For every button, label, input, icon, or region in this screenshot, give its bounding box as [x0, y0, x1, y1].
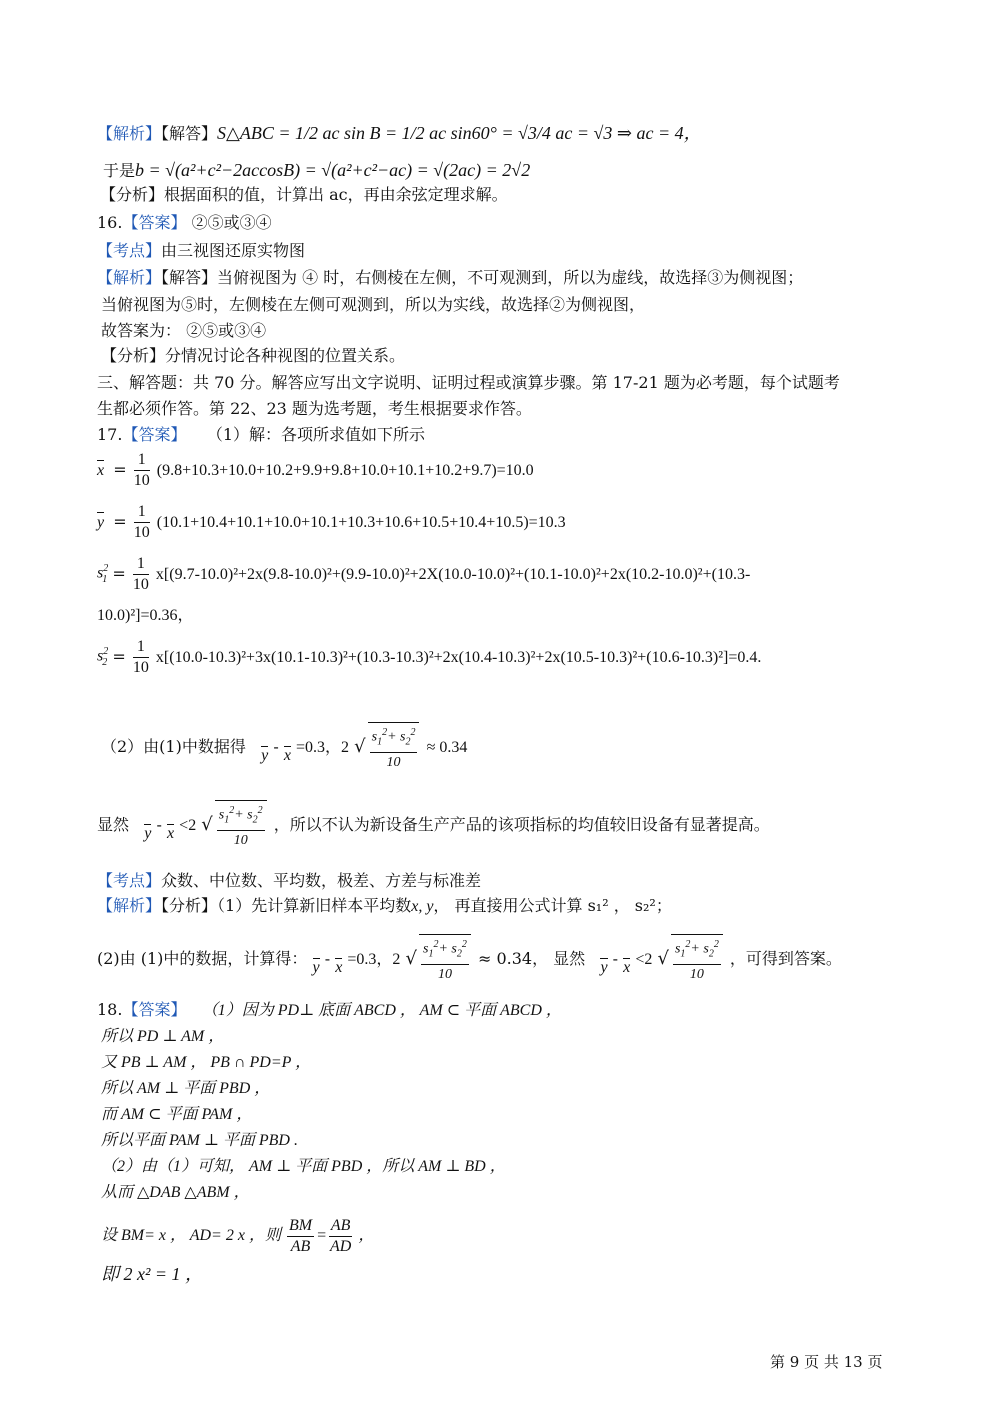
q15-b-prefix: 于是	[103, 161, 136, 180]
q17-kaodian-line	[97, 869, 481, 893]
ybar-symbol: y	[144, 825, 152, 843]
q15-area-formula: S△ABC = 1/2 ac sin B = 1/2 ac sin60° = √3/4 ac = √3 ⇒ ac = 4，	[217, 123, 702, 143]
q16-answer: ②⑤或③④	[191, 213, 272, 232]
tag-fenxi: 【分析】	[101, 346, 166, 365]
q15-b-formula: b = √(a²+c²−2accosB) = √(a²+c²−ac) = √(2ac) = 2√2	[135, 160, 531, 180]
q16-analysis: 分情况讨论各种视图的位置关系。	[165, 346, 406, 365]
ratio-bm-ab: $\frac{BM}{AB}$	[288, 1217, 313, 1255]
q17-fenxi-xy: x, y	[411, 898, 434, 915]
tag-kaodian: 【考点】	[97, 241, 162, 260]
ybar-symbol: y	[600, 959, 608, 977]
q17-fenxi-line-1	[97, 894, 672, 919]
tag-jieda: 【解答】	[161, 268, 218, 287]
xbar-symbol: x	[166, 825, 175, 843]
q17-fenxi-2a: (2)由 (1)中的数据，计算得：	[97, 949, 308, 969]
q17-ybar-expr: (10.1+10.4+10.1+10.0+10.1+10.3+10.6+10.5+10.4+10.5)=10.3	[156, 514, 566, 531]
tag-jiexi: 【解析】	[97, 896, 162, 915]
q18-num: 18.	[97, 1000, 123, 1019]
ratio-ab-ad: $\frac{AB}{AD}$	[329, 1217, 352, 1255]
q15-area-line	[97, 118, 702, 149]
q17-obviously: 显然	[97, 815, 130, 835]
q17-s2-expr: x[(10.0-10.3)²+3x(10.1-10.3)²+(10.3-10.3)²+2x(10.4-10.3)²+2x(10.5-10.3)²+(10.6-10.3)²]=0.4.	[155, 649, 762, 666]
q17-s1-expr-cont: 10.0)²]=0.36，	[97, 607, 194, 624]
q17-diff-result: =0.3，2	[296, 739, 350, 757]
q17-num: 17.	[97, 425, 123, 444]
q16-answer-line	[97, 211, 272, 235]
variance-fraction: $\frac{s_1^2+ s_2^2}{10}$	[671, 934, 723, 985]
page-footer: 第 9 页 共 13 页	[770, 1353, 883, 1371]
q16-jieda-line-1	[97, 266, 803, 290]
tag-jiexi: 【解析】	[97, 268, 162, 287]
ybar-symbol: y	[312, 959, 320, 977]
q17-fenxi-2d: ，可得到答案。	[729, 949, 842, 969]
q17-fenxi-line-2: (2)由 (1)中的数据，计算得： y - x =0.3，2 √ $\frac{s_1^2+ s_2^2}{10}$ ≈ 0.34， 显然 y - x <2 √ $\frac{s_1^2+ s_2^2}{10}$ ，可得到答案。	[97, 934, 842, 985]
q17-fenxi-1a: （1）先计算新旧样本平均数	[217, 896, 412, 915]
q17-part2-lead: （2）由(1)中数据得	[101, 737, 246, 757]
q16-kaodian-line	[97, 239, 305, 263]
q18-line-2: 所以 PD ⊥ AM ，	[101, 1028, 225, 1045]
sqrt-icon: √	[657, 948, 669, 970]
q17-intro: （1）解：各项所求值如下所示	[206, 425, 425, 444]
tag-jieda: 【解答】	[161, 124, 218, 143]
q15-analysis-line	[100, 183, 508, 207]
s2-squared-symbol: $s^2_2$	[97, 646, 109, 668]
q17-answer-line	[97, 423, 425, 447]
frac-one-tenth: $\frac{1}{10}$	[133, 451, 150, 489]
variance-fraction: $\frac{s_1^2+ s_2^2}{10}$	[215, 800, 267, 851]
q17-conclusion-line: 显然 y - x <2 √ $\frac{s_1^2+ s_2^2}{10}$ ，所以不认为新设备生产产品的该项指标的均值较旧设备有显著提高。	[97, 800, 770, 851]
q17-fenxi-1b: ， 再直接用公式计算 s₁² ， s₂²；	[433, 896, 672, 915]
q18-line-7: （2）由（1）可知， AM ⊥ 平面 PBD ，所以 AM ⊥ BD ，	[101, 1158, 506, 1175]
q17-fenxi-2c: ≈ 0.34， 显然	[477, 949, 586, 969]
q15-analysis: 根据面积的值，计算出 ac，再由余弦定理求解。	[164, 185, 508, 204]
variance-fraction: $\frac{s_1^2+ s_2^2}{10}$	[368, 722, 420, 773]
q16-analysis-line	[101, 344, 405, 368]
q17-part2-line: （2）由(1)中数据得 y - x =0.3，2 √ $\frac{s_1^2+ s_2^2}{10}$ ≈ 0.34	[101, 722, 467, 773]
sqrt-icon: √	[405, 948, 418, 970]
s1-squared-symbol: $s^2_1$	[97, 563, 109, 585]
q18-line-5: 而 AM ⊂ 平面 PAM ，	[101, 1106, 253, 1123]
q17-approx: ≈ 0.34	[426, 739, 468, 757]
tag-daan: 【答案】	[122, 213, 187, 232]
xbar-symbol: x	[335, 959, 343, 977]
frac-one-tenth: $\frac{1}{10}$	[132, 555, 149, 593]
q17-s1-line: $s^2_1$ = $\frac{1}{10}$ x[(9.7-10.0)²+2x(9.8-10.0)²+(9.9-10.0)²+2X(10.0-10.0)²+(10.1-10.0)²+2x(10.2-10.0)²+(10.3-	[97, 555, 751, 593]
q18-line-9-lead: 设 BM= x ， AD= 2 x ，则	[101, 1227, 281, 1245]
q16-jieda-line-3: 故答案为： ②⑤或③④	[101, 321, 267, 340]
variance-fraction: $\frac{s_1^2+ s_2^2}{10}$	[419, 934, 471, 985]
tag-fenxi: 【分析】	[100, 185, 165, 204]
sqrt-icon: √	[354, 736, 366, 758]
section3-line-1: 三、解答题：共 70 分。解答应写出文字说明、证明过程或演算步骤。第 17-21 题为必考题，每个试题考	[97, 373, 840, 392]
tag-daan: 【答案】	[122, 1000, 187, 1019]
xbar-symbol: x	[283, 747, 291, 765]
tag-kaodian: 【考点】	[97, 871, 162, 890]
q16-kaodian: 由三视图还原实物图	[161, 241, 306, 260]
q15-b-line	[103, 158, 530, 183]
sqrt-icon: √	[201, 814, 213, 836]
q18-answer-line	[97, 998, 562, 1023]
q18-line-9: 设 BM= x ， AD= 2 x ，则 $\frac{BM}{AB}$ = $\frac{AB}{AD}$ ，	[101, 1217, 375, 1255]
xbar-symbol: x	[97, 462, 105, 479]
q17-xbar-expr: (9.8+10.3+10.0+10.2+9.9+9.8+10.0+10.1+10.2+9.7)=10.0	[156, 462, 534, 479]
q18-line-3: 又 PB ⊥ AM ， PB ∩ PD=P ，	[101, 1054, 312, 1071]
ybar-symbol: y	[97, 514, 105, 531]
q17-s2-line: $s^2_2$ = $\frac{1}{10}$ x[(10.0-10.3)²+3x(10.1-10.3)²+(10.3-10.3)²+2x(10.4-10.3)²+2x(10.5-10.3)²+(10.6-10.3)²]=0.4.	[97, 638, 762, 676]
tag-daan: 【答案】	[122, 425, 187, 444]
q18-line-4: 所以 AM ⊥ 平面 PBD ，	[101, 1080, 271, 1097]
q18-line-8: 从而 △DAB △ABM ，	[101, 1184, 250, 1201]
q17-conclusion: ，所以不认为新设备生产产品的该项指标的均值较旧设备有显著提高。	[273, 815, 770, 835]
tag-fenxi: 【分析】	[161, 896, 218, 915]
q17-ybar-line: y = $\frac{1}{10}$ (10.1+10.4+10.1+10.0+10.1+10.3+10.6+10.5+10.4+10.5)=10.3	[97, 503, 566, 541]
q16-jieda-1: 当俯视图为 ④ 时，右侧棱在左侧，不可观测到，所以为虚线，故选择③为侧视图；	[217, 268, 804, 287]
q18-line-10: 即 2 x² = 1 ，	[101, 1264, 204, 1284]
q17-kaodian: 众数、中位数、平均数，极差、方差与标准差	[161, 871, 482, 890]
q16-jieda-line-2: 当俯视图为⑤时，左侧棱在左侧可观测到，所以为实线，故选择②为侧视图，	[101, 295, 646, 314]
q17-s1-expr: x[(9.7-10.0)²+2x(9.8-10.0)²+(9.9-10.0)²+2X(10.0-10.0)²+(10.1-10.0)²+2x(10.2-10.0)²+(10.3-	[155, 566, 751, 583]
q17-xbar-line: x = $\frac{1}{10}$ (9.8+10.3+10.0+10.2+9.9+9.8+10.0+10.1+10.2+9.7)=10.0	[97, 451, 534, 489]
frac-one-tenth: $\frac{1}{10}$	[133, 503, 150, 541]
xbar-symbol: x	[623, 959, 631, 977]
q18-line-6: 所以平面 PAM ⊥ 平面 PBD .	[101, 1132, 298, 1149]
section3-line-2: 生都必须作答。第 22、23 题为选考题，考生根据要求作答。	[97, 399, 532, 418]
q16-num: 16.	[97, 213, 123, 232]
frac-one-tenth: $\frac{1}{10}$	[132, 638, 149, 676]
ybar-symbol: y	[261, 747, 269, 765]
tag-jiexi: 【解析】	[97, 124, 162, 143]
q17-fenxi-2b: =0.3，2	[347, 951, 401, 969]
q18-line-1: （1）因为 PD⊥ 底面 ABCD ， AM ⊂ 平面 ABCD ，	[201, 1002, 562, 1019]
